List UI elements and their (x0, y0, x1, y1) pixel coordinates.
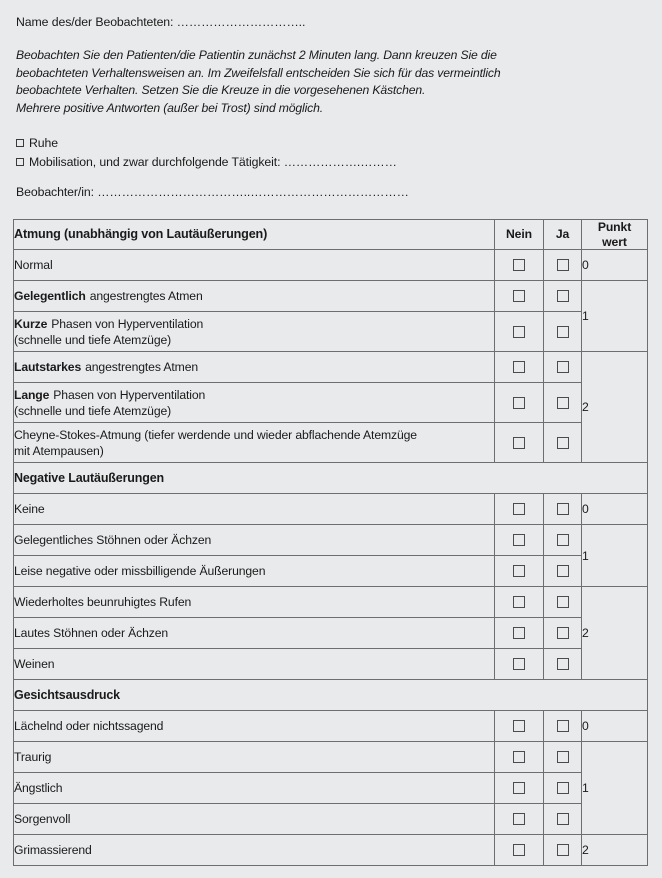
points-cell: 0 (582, 711, 648, 742)
checkbox-cell-ja[interactable] (544, 352, 582, 383)
checkbox-cell-ja[interactable] (544, 250, 582, 281)
table-body (14, 250, 648, 866)
row-label-subtext: mit Atempausen) (14, 443, 104, 458)
row-label-text: Normal (14, 258, 53, 273)
table-row (14, 773, 648, 804)
empty-checkbox-icon[interactable] (557, 782, 569, 794)
row-label-bold: Lange (14, 387, 50, 402)
empty-checkbox-icon[interactable] (513, 565, 525, 577)
empty-checkbox-icon[interactable] (557, 596, 569, 608)
checkbox-cell-ja[interactable] (544, 525, 582, 556)
column-header-wert: wert (602, 234, 627, 249)
empty-checkbox-icon[interactable] (557, 397, 569, 409)
empty-checkbox-icon[interactable] (557, 361, 569, 373)
row-label-subtext: (schnelle und tiefe Atemzüge) (14, 403, 172, 418)
table-section-row (14, 463, 648, 494)
checkbox-cell-nein[interactable] (495, 383, 544, 423)
row-label-cell (14, 804, 495, 835)
checkbox-cell-nein[interactable] (495, 835, 544, 866)
empty-checkbox-icon[interactable] (513, 596, 525, 608)
row-label-bold: Kurze (14, 316, 48, 331)
row-label-text: Lächelnd oder nichtssagend (14, 719, 164, 734)
empty-checkbox-icon[interactable] (557, 844, 569, 856)
empty-checkbox-icon[interactable] (557, 259, 569, 271)
checkbox-cell-nein[interactable] (495, 494, 544, 525)
row-label-text: Grimassierend (14, 843, 92, 858)
option-ruhe-label: Ruhe (29, 136, 58, 151)
empty-checkbox-icon[interactable] (557, 658, 569, 670)
empty-checkbox-icon[interactable] (16, 139, 24, 147)
checkbox-cell-ja[interactable] (544, 423, 582, 463)
row-label-bold: Gelegentlich (14, 289, 86, 304)
empty-checkbox-icon[interactable] (513, 627, 525, 639)
checkbox-cell-nein[interactable] (495, 525, 544, 556)
checkbox-cell-ja[interactable] (544, 556, 582, 587)
points-cell: 2 (582, 352, 648, 463)
row-label-cell (14, 835, 495, 866)
empty-checkbox-icon[interactable] (557, 326, 569, 338)
row-label-text: Keine (14, 502, 45, 517)
column-header-punkt: Punkt (597, 220, 632, 234)
checkbox-cell-nein[interactable] (495, 556, 544, 587)
checkbox-cell-ja[interactable] (544, 711, 582, 742)
table-row (14, 312, 648, 352)
row-label-cell (14, 281, 495, 312)
row-label-cell (14, 423, 495, 463)
option-ruhe[interactable] (16, 134, 646, 152)
empty-checkbox-icon[interactable] (513, 813, 525, 825)
row-label-cell (14, 711, 495, 742)
checkbox-cell-ja[interactable] (544, 494, 582, 525)
row-label-text: Leise negative oder missbilligende Äußerungen (14, 564, 266, 579)
checkbox-cell-ja[interactable] (544, 383, 582, 423)
row-label-cell (14, 525, 495, 556)
empty-checkbox-icon[interactable] (513, 658, 525, 670)
row-label-cell (14, 742, 495, 773)
row-label-cell (14, 587, 495, 618)
checkbox-cell-ja[interactable] (544, 773, 582, 804)
empty-checkbox-icon[interactable] (513, 437, 525, 449)
checkbox-cell-nein[interactable] (495, 312, 544, 352)
column-header-ja: Ja (544, 220, 582, 250)
empty-checkbox-icon[interactable] (513, 534, 525, 546)
table-head (14, 220, 648, 250)
checkbox-cell-nein[interactable] (495, 773, 544, 804)
checkbox-cell-nein[interactable] (495, 649, 544, 680)
points-cell: 1 (582, 281, 648, 352)
row-label-cell (14, 312, 495, 352)
table-row (14, 587, 648, 618)
points-cell: 0 (582, 494, 648, 525)
empty-checkbox-icon[interactable] (557, 720, 569, 732)
checkbox-cell-ja[interactable] (544, 281, 582, 312)
row-label-subtext: (schnelle und tiefe Atemzüge) (14, 332, 172, 347)
column-header-nein: Nein (495, 220, 544, 250)
empty-checkbox-icon[interactable] (557, 437, 569, 449)
column-header-punktwert (582, 220, 648, 250)
empty-checkbox-icon[interactable] (513, 290, 525, 302)
empty-checkbox-icon[interactable] (513, 259, 525, 271)
row-label-text: angestrengtes Atmen (85, 360, 199, 375)
table-row (14, 618, 648, 649)
row-label-text: Phasen von Hyperventilation (51, 316, 204, 331)
checkbox-cell-nein[interactable] (495, 281, 544, 312)
option-mobilisation[interactable] (16, 153, 646, 171)
row-label-text: Weinen (14, 657, 55, 672)
row-label-cell (14, 494, 495, 525)
empty-checkbox-icon[interactable] (557, 290, 569, 302)
empty-checkbox-icon[interactable] (557, 751, 569, 763)
checkbox-cell-nein[interactable] (495, 804, 544, 835)
empty-checkbox-icon[interactable] (557, 627, 569, 639)
table-row (14, 556, 648, 587)
row-label-bold: Lautstarkes (14, 360, 82, 375)
checkbox-cell-nein[interactable] (495, 587, 544, 618)
table-row (14, 525, 648, 556)
instruction-line-4: Mehrere positive Antworten (außer bei Trost) sind möglich. (16, 101, 323, 116)
empty-checkbox-icon[interactable] (513, 782, 525, 794)
table-row (14, 383, 648, 423)
row-label-text: Phasen von Hyperventilation (53, 387, 206, 402)
empty-checkbox-icon[interactable] (513, 361, 525, 373)
checkbox-cell-ja[interactable] (544, 835, 582, 866)
option-mobilisation-label: Mobilisation, und zwar durchfolgende Tätigkeit: ……………….……… (29, 154, 397, 169)
empty-checkbox-icon[interactable] (557, 565, 569, 577)
checkbox-cell-nein[interactable] (495, 742, 544, 773)
row-label-text: Traurig (14, 750, 52, 765)
table-row (14, 711, 648, 742)
empty-checkbox-icon[interactable] (513, 751, 525, 763)
empty-checkbox-icon[interactable] (513, 844, 525, 856)
points-cell: 1 (582, 525, 648, 587)
row-label-text: angestrengtes Atmen (89, 289, 203, 304)
table-header-row (14, 220, 648, 250)
row-label-text: Lautes Stöhnen oder Ächzen (14, 626, 169, 641)
row-label-text: Cheyne-Stokes-Atmung (tiefer werdende und wieder abflachende Atemzüge (14, 427, 417, 442)
checkbox-cell-ja[interactable] (544, 804, 582, 835)
table-row (14, 250, 648, 281)
table-row (14, 742, 648, 773)
patient-name-field[interactable]: Name des/der Beobachteten: ………………………….. (16, 15, 306, 29)
row-label-text: Gelegentliches Stöhnen oder Ächzen (14, 533, 212, 548)
row-label-text: Sorgenvoll (14, 812, 71, 827)
row-label-text: Wiederholtes beunruhigtes Rufen (14, 595, 192, 610)
checkbox-cell-ja[interactable] (544, 312, 582, 352)
instructions-paragraph (16, 47, 646, 119)
assessment-table-wrapper (13, 219, 647, 866)
checkbox-cell-nein[interactable] (495, 352, 544, 383)
points-cell: 1 (582, 742, 648, 835)
points-cell: 0 (582, 250, 648, 281)
empty-checkbox-icon[interactable] (513, 326, 525, 338)
row-label-text: Ängstlich (14, 781, 63, 796)
row-label-cell (14, 352, 495, 383)
empty-checkbox-icon[interactable] (557, 534, 569, 546)
checkbox-cell-ja[interactable] (544, 587, 582, 618)
checkbox-cell-nein[interactable] (495, 423, 544, 463)
instruction-line-2: beobachteten Verhaltensweisen an. Im Zweifelsfall entscheiden Sie sich für das vermeintlich (16, 65, 501, 80)
table-row (14, 835, 648, 866)
points-cell: 2 (582, 835, 648, 866)
checkbox-cell-nein[interactable] (495, 250, 544, 281)
observer-name-field[interactable]: Beobachter/in: ………………………………..………………………………… (16, 185, 409, 200)
empty-checkbox-icon[interactable] (557, 813, 569, 825)
row-label-cell (14, 649, 495, 680)
empty-checkbox-icon[interactable] (513, 397, 525, 409)
section-title: Gesichtsausdruck (14, 680, 648, 711)
checkbox-cell-ja[interactable] (544, 618, 582, 649)
empty-checkbox-icon[interactable] (16, 158, 24, 166)
assessment-table (13, 219, 648, 866)
table-section-row (14, 680, 648, 711)
checkbox-cell-nein[interactable] (495, 618, 544, 649)
checkbox-cell-ja[interactable] (544, 649, 582, 680)
empty-checkbox-icon[interactable] (513, 503, 525, 515)
table-row (14, 649, 648, 680)
section-title: Negative Lautäußerungen (14, 463, 648, 494)
checkbox-cell-ja[interactable] (544, 742, 582, 773)
empty-checkbox-icon[interactable] (557, 503, 569, 515)
intro-block (0, 0, 662, 201)
row-label-cell (14, 250, 495, 281)
table-row (14, 494, 648, 525)
checkbox-cell-nein[interactable] (495, 711, 544, 742)
row-label-cell (14, 773, 495, 804)
table-row (14, 423, 648, 463)
table-row (14, 804, 648, 835)
instruction-line-1: Beobachten Sie den Patienten/die Patientin zunächst 2 Minuten lang. Dann kreuzen Sie die (16, 47, 497, 62)
instruction-line-3: beobachtete Verhalten. Setzen Sie die Kreuze in die vorgesehenen Kästchen. (16, 83, 426, 98)
row-label-cell (14, 383, 495, 423)
points-cell: 2 (582, 587, 648, 680)
row-label-cell (14, 618, 495, 649)
table-row (14, 352, 648, 383)
table-row (14, 281, 648, 312)
column-header-category: Atmung (unabhängig von Lautäußerungen) (14, 220, 495, 250)
row-label-cell (14, 556, 495, 587)
empty-checkbox-icon[interactable] (513, 720, 525, 732)
